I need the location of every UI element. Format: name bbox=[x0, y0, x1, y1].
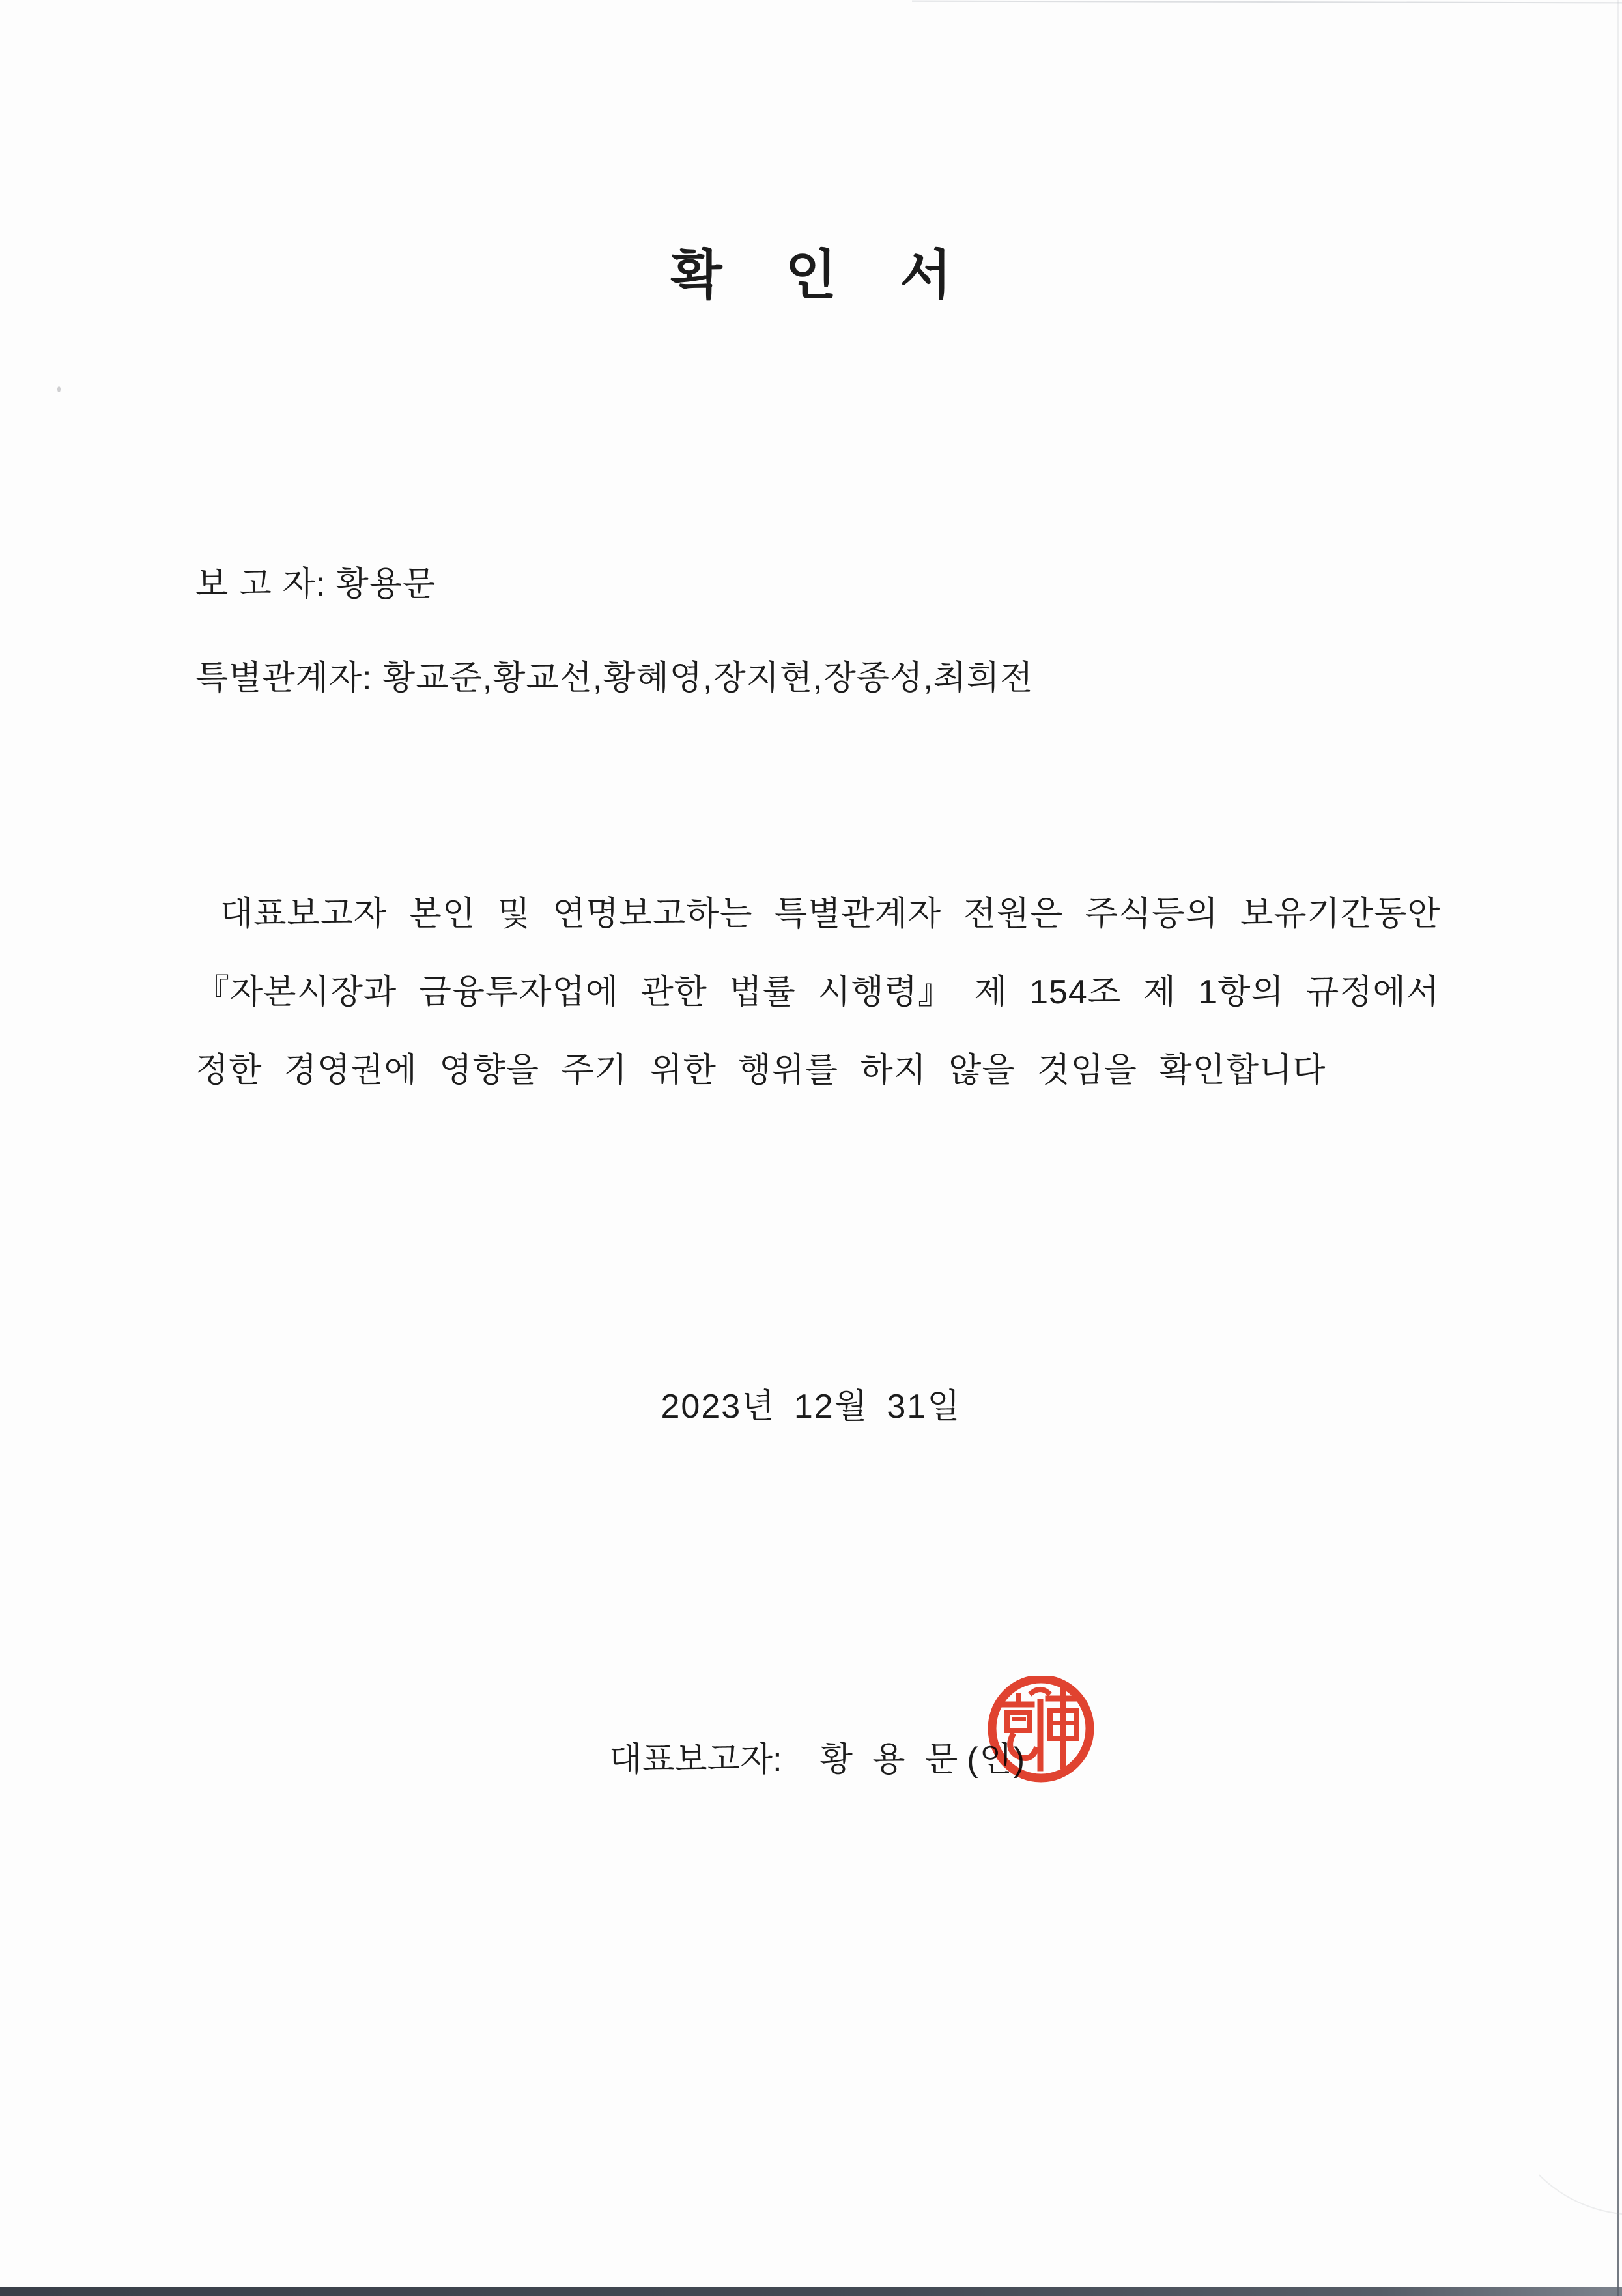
red-seal-stamp-icon bbox=[985, 1676, 1097, 1785]
scan-artifact-speck bbox=[57, 386, 61, 392]
reporter-line: 보 고 자: 황용문 bbox=[195, 566, 436, 603]
document-title: 확 인 서 bbox=[670, 246, 969, 305]
signatory-name: 황 용 문 bbox=[819, 1741, 960, 1779]
body-paragraph-line-1: 대표보고자 본인 및 연명보고하는 특별관계자 전원은 주식등의 보유기간동안 bbox=[220, 895, 1441, 933]
seal-placeholder-text: (인) bbox=[967, 1741, 1027, 1779]
body-paragraph-line-3: 정한 경영권에 영향을 주기 위한 행위를 하지 않을 것임을 확인합니다 bbox=[195, 1052, 1326, 1089]
special-related-persons-line: 특별관계자: 황교준,황교선,황혜영,장지현,장종성,최희전 bbox=[195, 659, 1034, 697]
signature-label: 대표보고자: bbox=[609, 1741, 782, 1779]
document-date: 2023년 12월 31일 bbox=[661, 1388, 961, 1426]
signature-row bbox=[609, 1737, 1026, 1783]
scan-edge-top bbox=[912, 1, 1622, 4]
scan-artifact-arc bbox=[1498, 1942, 1622, 2215]
scan-edge-bottom bbox=[0, 2287, 1622, 2296]
body-paragraph-line-2: 『자본시장과 금융투자업에 관한 법률 시행령』 제 154조 제 1항의 규정에서 bbox=[195, 973, 1440, 1011]
